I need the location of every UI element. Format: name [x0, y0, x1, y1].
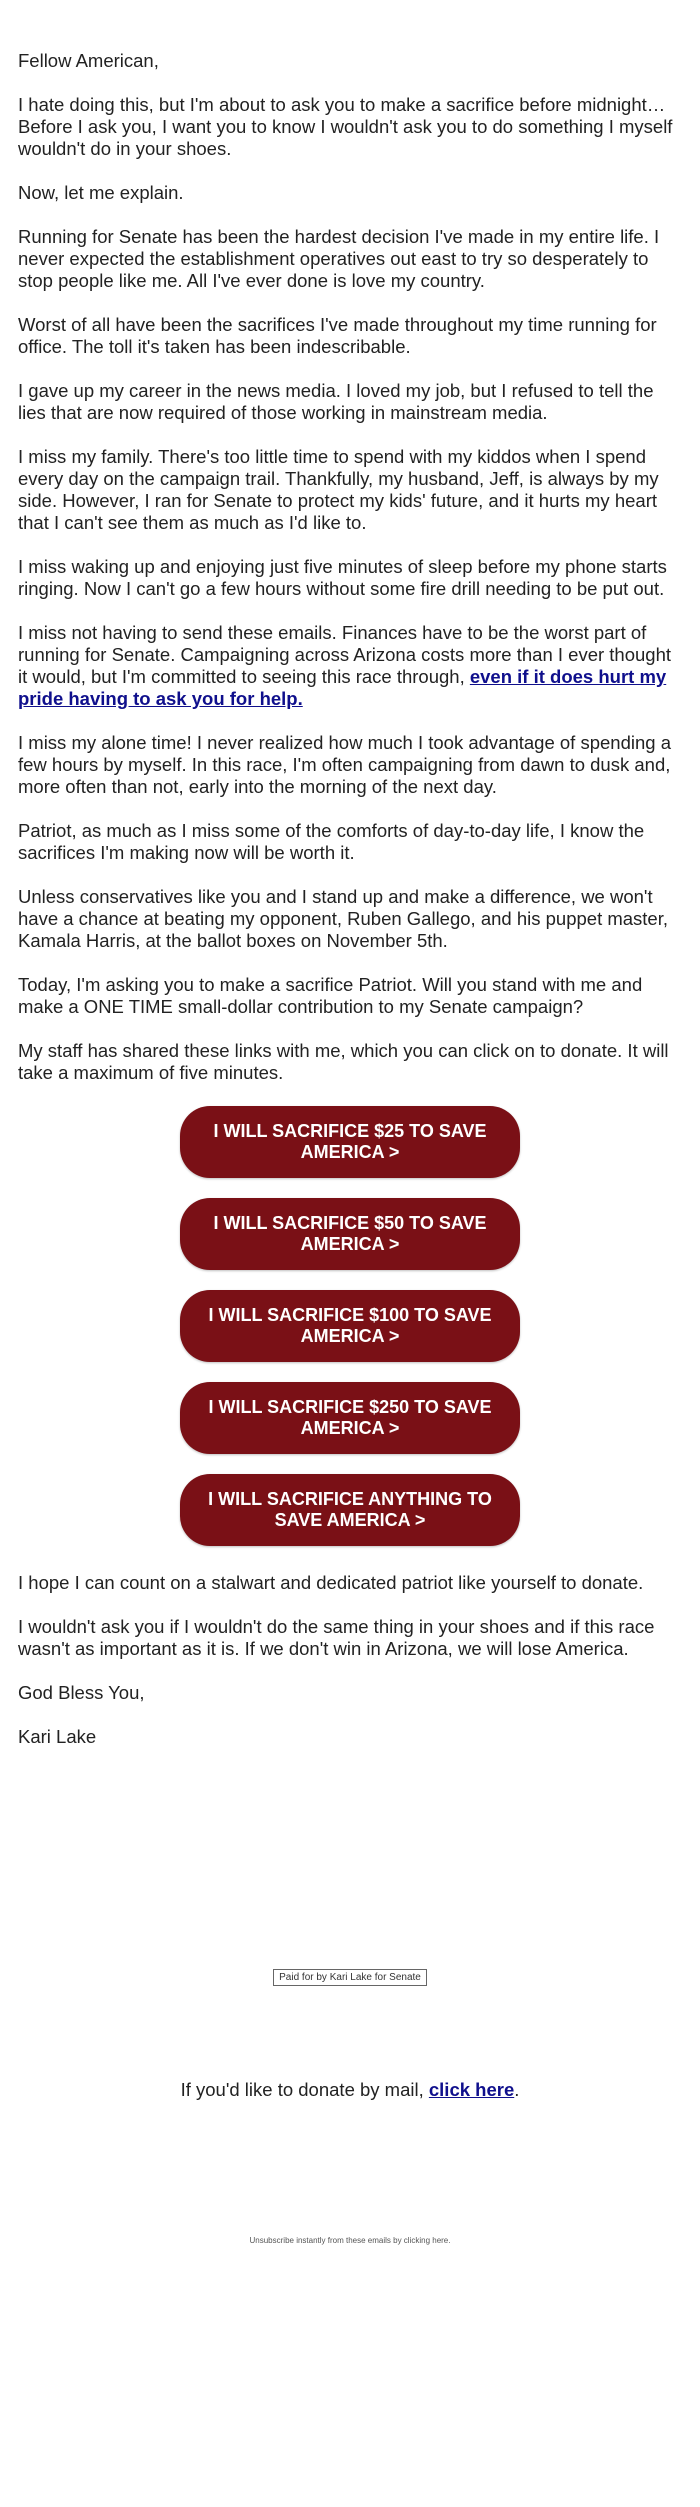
unsubscribe-link[interactable]: Unsubscribe instantly from these emails by clicking here. — [249, 2236, 451, 2245]
paragraph-arizona: I wouldn't ask you if I wouldn't do the same thing in your shoes and if this race wasn't as important as it is. If we don't win in Arizona, we will lose America. — [18, 1616, 655, 1659]
donate-by-mail-period: . — [514, 2079, 520, 2100]
closing: God Bless You, — [18, 1682, 145, 1703]
donate-100-button[interactable]: I WILL SACRIFICE $100 TO SAVE AMERICA > — [180, 1290, 520, 1362]
paragraph-career: I gave up my career in the news media. I loved my job, but I refused to tell the lies that are now required of those working in mainstream media. — [18, 380, 654, 423]
paragraph-patriot: Patriot, as much as I miss some of the comforts of day-to-day life, I know the sacrifices I'm making now will be worth it. — [18, 820, 645, 863]
paragraph-links: My staff has shared these links with me, which you can click on to donate. It will take a maximum of five minutes. — [18, 1040, 669, 1083]
donate-buttons — [18, 1106, 682, 1546]
donate-by-mail-link[interactable]: click here — [428, 2079, 515, 2100]
donate-25-button[interactable]: I WILL SACRIFICE $25 TO SAVE AMERICA > — [180, 1106, 520, 1178]
signature: Kari Lake — [18, 1726, 97, 1747]
paragraph-explain: Now, let me explain. — [18, 182, 184, 203]
paragraph-conservatives: Unless conservatives like you and I stand up and make a difference, we won't have a chance at beating my opponent, Ruben Gallego, and his puppet master, Kamala Harris, at the ballot boxes on November 5th. — [18, 886, 669, 951]
pride-link[interactable]: even if it does hurt my pride having to ask you for help. — [18, 666, 667, 709]
paragraph-alone-time: I miss my alone time! I never realized how much I took advantage of spending a few hours by myself. In this race, I'm often campaigning from dawn to dusk and, more often than not, early into the morning of the next day. — [18, 732, 671, 797]
donate-by-mail — [0, 2079, 700, 2101]
paragraph-sacrifices: Worst of all have been the sacrifices I've made throughout my time running for office. The toll it's taken has been indescribable. — [18, 314, 657, 357]
paragraph-hope: I hope I can count on a stalwart and dedicated patriot like yourself to donate. — [18, 1572, 644, 1593]
donate-anything-button[interactable]: I WILL SACRIFICE ANYTHING TO SAVE AMERICA > — [180, 1474, 520, 1546]
paragraph-ask: Today, I'm asking you to make a sacrifice Patriot. Will you stand with me and make a ONE TIME small-dollar contribution to my Senate campaign? — [18, 974, 643, 1017]
paragraph-family: I miss my family. There's too little time to spend with my kiddos when I spend every day on the campaign trail. Thankfully, my husband, Jeff, is always by my side. However, I ran for Senate to protect my kids' future, and it hurts my heart that I can't see them as much as I'd like to. — [18, 446, 659, 533]
donate-250-button[interactable]: I WILL SACRIFICE $250 TO SAVE AMERICA > — [180, 1382, 520, 1454]
paragraph-emails-text: I miss not having to send these emails. Finances have to be the worst part of running for Senate. Campaigning across Arizona costs more than I ever thought it would, but I'm committed to seeing this race through, — [18, 622, 672, 687]
email-body — [18, 50, 682, 1770]
donate-by-mail-text: If you'd like to donate by mail, — [180, 2079, 429, 2100]
paragraph-emails — [18, 622, 682, 710]
donate-50-button[interactable]: I WILL SACRIFICE $50 TO SAVE AMERICA > — [180, 1198, 520, 1270]
paragraph-sleep: I miss waking up and enjoying just five minutes of sleep before my phone starts ringing. Now I can't go a few hours without some fire drill needing to be put out. — [18, 556, 667, 599]
greeting: Fellow American, — [18, 50, 159, 71]
paid-for-disclaimer — [0, 1967, 700, 1986]
paid-for-text: Paid for by Kari Lake for Senate — [273, 1969, 427, 1986]
paragraph-intro: I hate doing this, but I'm about to ask you to make a sacrifice before midnight… Before I ask you, I want you to know I wouldn't ask you to do something I myself wouldn't do in your shoes. — [18, 94, 673, 159]
paragraph-running: Running for Senate has been the hardest decision I've made in my entire life. I never expected the establishment operatives out east to try so desperately to stop people like me. All I've ever done is love my country. — [18, 226, 660, 291]
